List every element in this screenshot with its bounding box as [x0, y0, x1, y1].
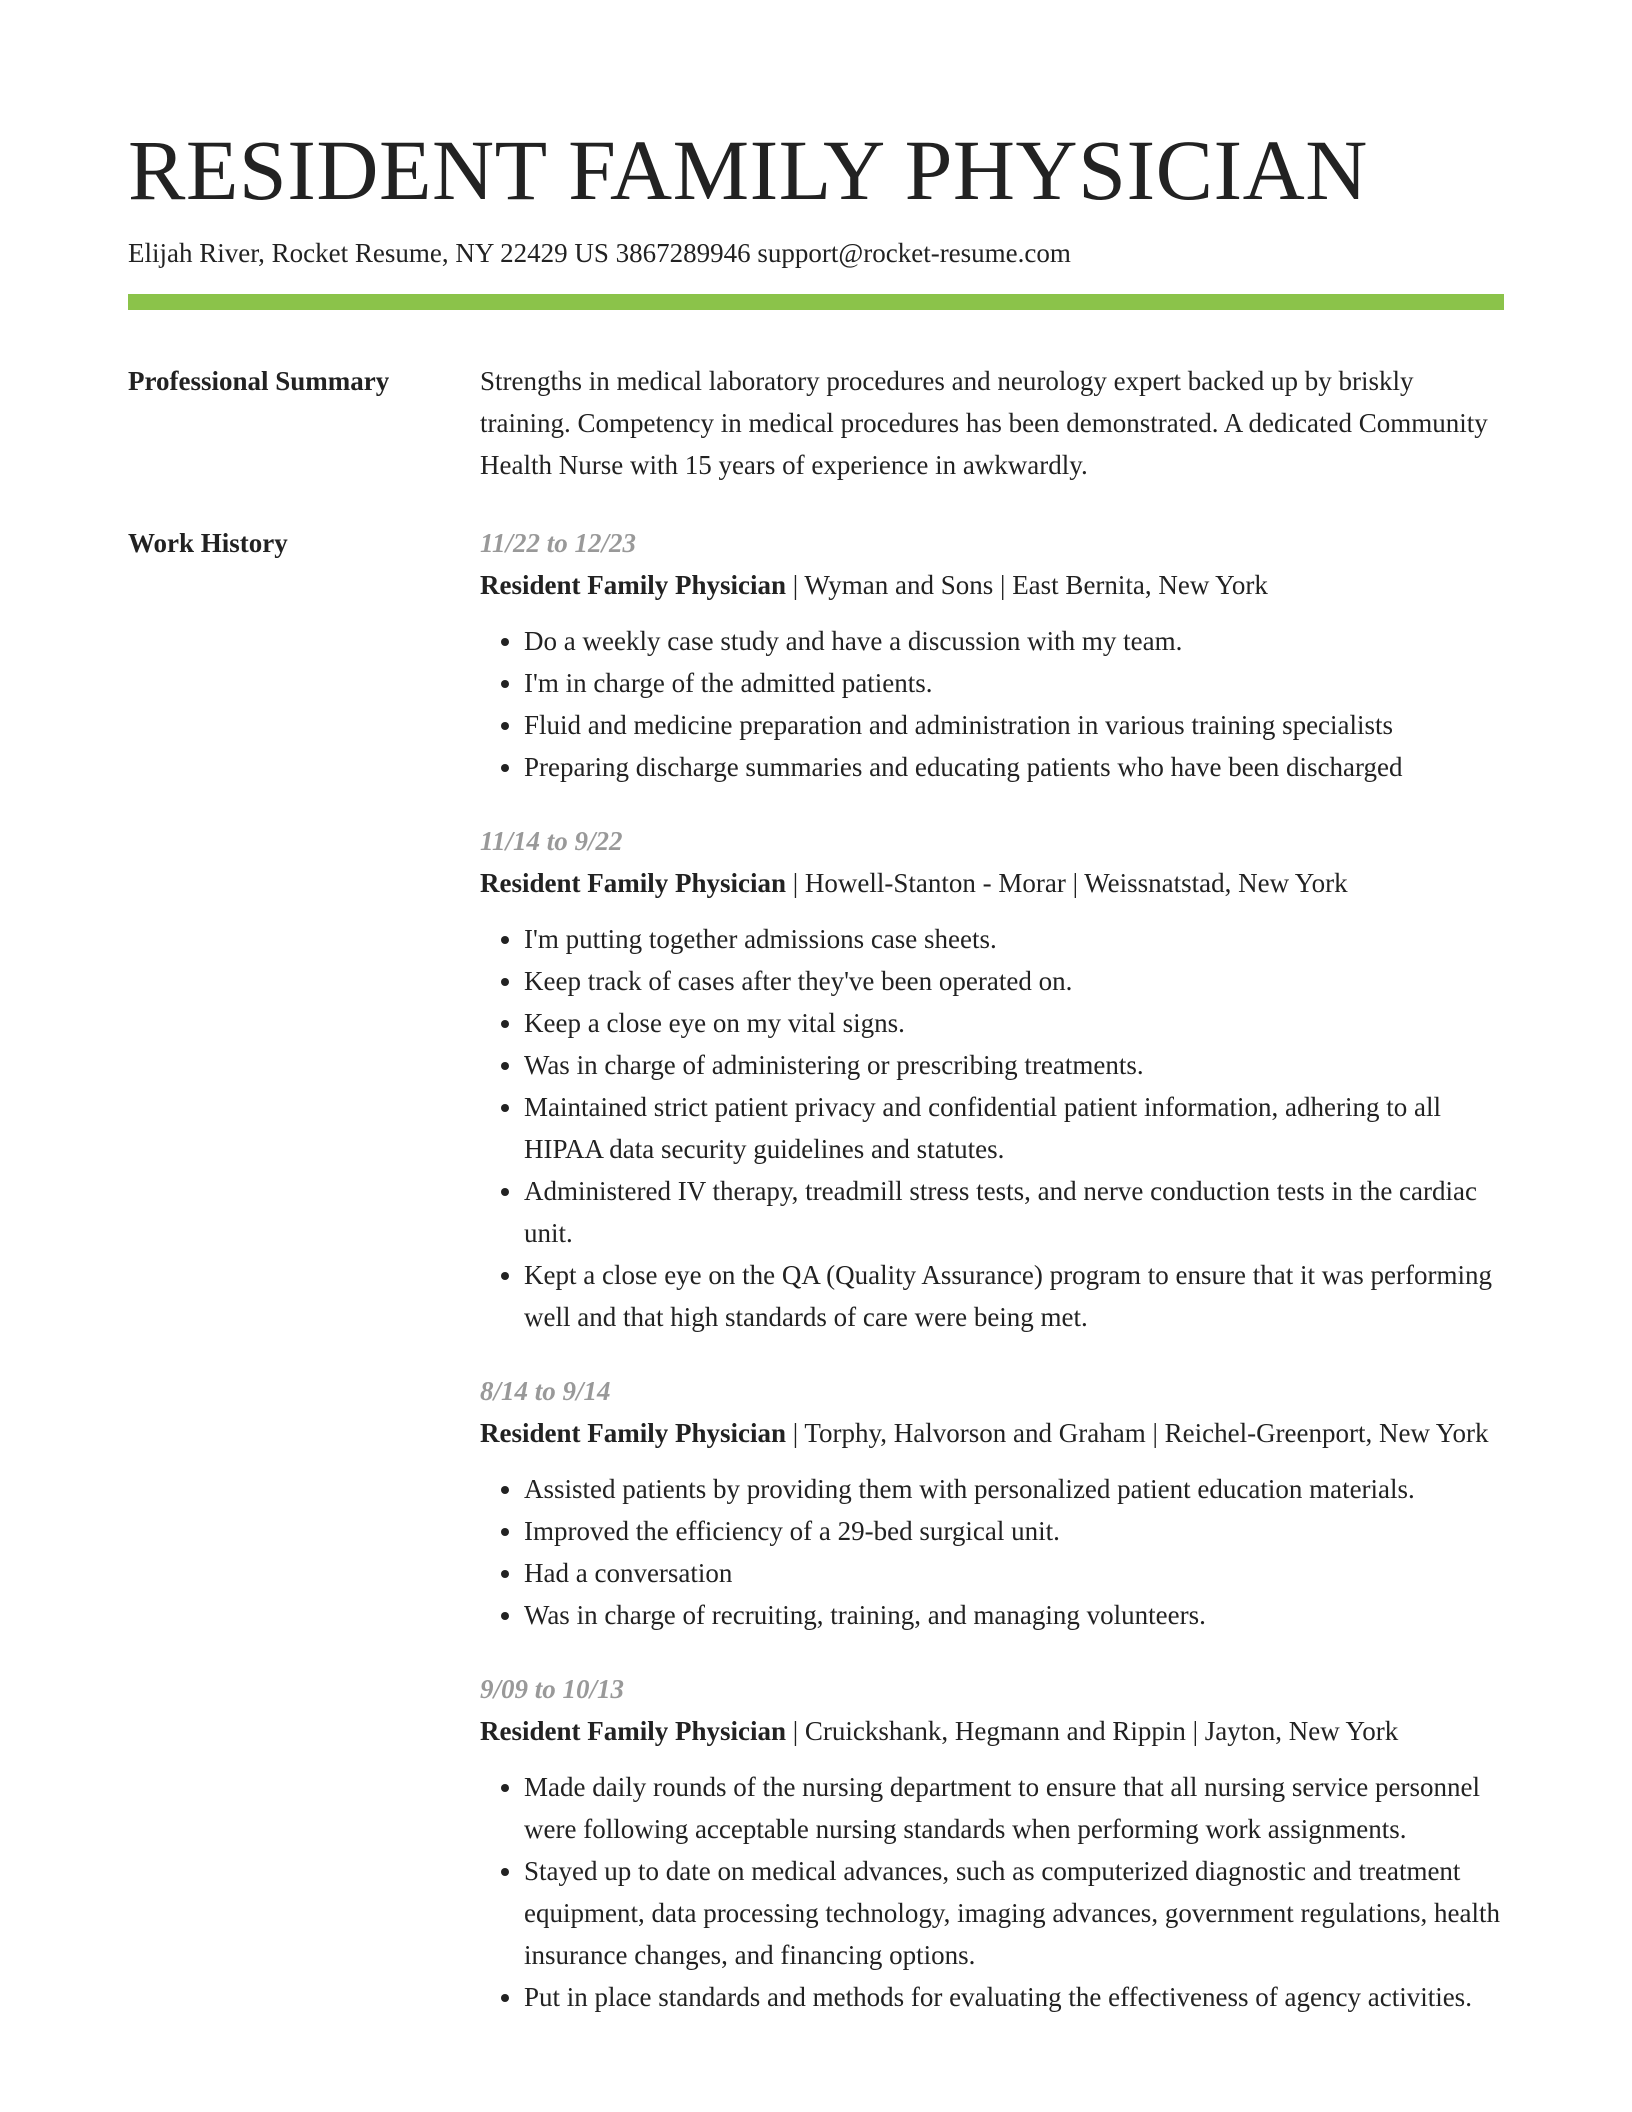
- job-employer-location: | Cruickshank, Hegmann and Rippin | Jayton, New York: [786, 1716, 1399, 1746]
- contact-address: Rocket Resume, NY 22429 US: [271, 238, 609, 268]
- job-bullet: • I'm in charge of the admitted patients.: [524, 662, 1504, 704]
- job-entry: [480, 820, 1504, 1338]
- work-history-section: [128, 522, 1504, 2050]
- job-heading: [480, 1710, 1504, 1752]
- summary-text: Strengths in medical laboratory procedures and neurology expert backed up by briskly training. Competency in medical procedures has been demonstrated. A dedicated Community Health Nurse with 15 years of experience in awkwardly.: [480, 366, 1488, 480]
- job-bullet: • Fluid and medicine preparation and administration in various training specialists: [524, 704, 1504, 746]
- work-history-body: [480, 522, 1504, 2050]
- job-bullet: • Assisted patients by providing them with personalized patient education materials.: [524, 1468, 1504, 1510]
- job-employer-location: | Torphy, Halvorson and Graham | Reichel-Greenport, New York: [786, 1418, 1489, 1448]
- job-bullet: • Keep track of cases after they've been operated on.: [524, 960, 1504, 1002]
- job-bullet: • Improved the efficiency of a 29-bed surgical unit.: [524, 1510, 1504, 1552]
- resume-page: [128, 0, 1504, 2050]
- contact-line: [128, 236, 1504, 270]
- job-dates: 11/22 to 12/23: [480, 528, 637, 558]
- contact-phone: 3867289946: [615, 238, 751, 268]
- section-label-summary: Professional Summary: [128, 366, 390, 396]
- job-dates: 8/14 to 9/14: [480, 1376, 611, 1406]
- job-bullet: • Do a weekly case study and have a discussion with my team.: [524, 620, 1504, 662]
- job-bullet: • Administered IV therapy, treadmill stress tests, and nerve conduction tests in the cardiac unit.: [524, 1170, 1504, 1254]
- job-bullet-list: [480, 918, 1504, 1338]
- professional-summary-section: [128, 360, 1504, 486]
- contact-name: Elijah River,: [128, 238, 265, 268]
- job-bullet-list: [480, 620, 1504, 788]
- job-entry: [480, 1668, 1504, 2018]
- resume-title: RESIDENT FAMILY PHYSICIAN: [128, 122, 1368, 218]
- job-entry: [480, 1370, 1504, 1636]
- job-bullet: • Made daily rounds of the nursing department to ensure that all nursing service personnel were following acceptable nursing standards when performing work assignments.: [524, 1766, 1504, 1850]
- job-entry: [480, 522, 1504, 788]
- job-bullet: • Stayed up to date on medical advances, such as computerized diagnostic and treatment equipment, data processing technology, imaging advances, government regulations, health insurance changes, and financing options.: [524, 1850, 1504, 1976]
- job-bullet: • Put in place standards and methods for evaluating the effectiveness of agency activities.: [524, 1976, 1504, 2018]
- summary-body: [480, 360, 1504, 486]
- job-dates: 11/14 to 9/22: [480, 826, 623, 856]
- job-bullet: • I'm putting together admissions case sheets.: [524, 918, 1504, 960]
- job-dates: 9/09 to 10/13: [480, 1674, 625, 1704]
- job-bullet: • Preparing discharge summaries and educating patients who have been discharged: [524, 746, 1504, 788]
- job-title: Resident Family Physician: [480, 1418, 787, 1448]
- job-bullet: • Was in charge of recruiting, training, and managing volunteers.: [524, 1594, 1504, 1636]
- job-bullet: • Was in charge of administering or prescribing treatments.: [524, 1044, 1504, 1086]
- job-title: Resident Family Physician: [480, 868, 787, 898]
- header-divider: [128, 294, 1504, 310]
- contact-email: support@rocket-resume.com: [757, 238, 1071, 268]
- job-bullet: • Maintained strict patient privacy and confidential patient information, adhering to all HIPAA data security guidelines and statutes.: [524, 1086, 1504, 1170]
- job-bullet: • Keep a close eye on my vital signs.: [524, 1002, 1504, 1044]
- job-employer-location: | Howell-Stanton - Morar | Weissnatstad, New York: [786, 868, 1348, 898]
- job-employer-location: | Wyman and Sons | East Bernita, New York: [786, 570, 1268, 600]
- job-bullet-list: [480, 1766, 1504, 2018]
- job-bullet: • Kept a close eye on the QA (Quality Assurance) program to ensure that it was performing well and that high standards of care were being met.: [524, 1254, 1504, 1338]
- section-label-work-history: Work History: [128, 528, 288, 558]
- job-bullet-list: [480, 1468, 1504, 1636]
- job-title: Resident Family Physician: [480, 570, 787, 600]
- job-bullet: • Had a conversation: [524, 1552, 1504, 1594]
- job-heading: [480, 1412, 1504, 1454]
- job-title: Resident Family Physician: [480, 1716, 787, 1746]
- job-heading: [480, 564, 1504, 606]
- job-heading: [480, 862, 1504, 904]
